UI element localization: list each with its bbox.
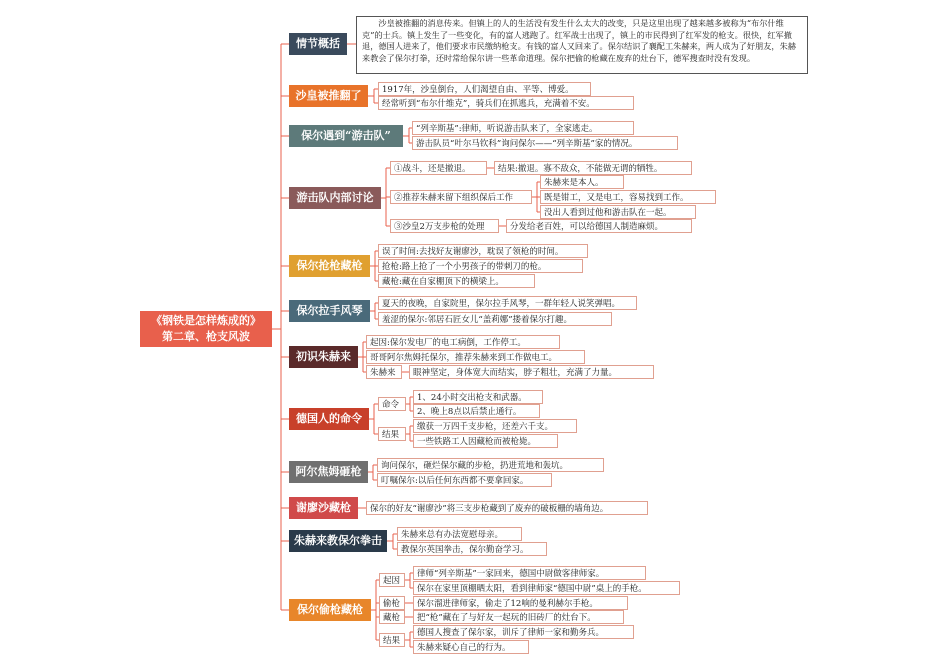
leaf-steal-cause-1: 律师“列辛斯基”一家回来，德国中尉做客律师家。 (413, 566, 646, 580)
leaf-boxing-2: 教保尔英国拳击，保尔勤奋学习。 (397, 542, 547, 556)
branch-steal-hide-gun: 保尔偷枪藏枪 (289, 599, 371, 621)
leaf-order-result-2: 一些铁路工人因藏枪而被枪毙。 (413, 434, 558, 448)
branch-meet-zhukhrai: 初识朱赫来 (289, 346, 358, 368)
branch-tsar-overthrown: 沙皇被推翻了 (289, 85, 368, 107)
branch-guerrilla-discussion: 游击队内部讨论 (289, 187, 381, 209)
leaf-hide-text: 把“枪”藏在了与好友一起玩的旧砖厂的灶台下。 (413, 610, 624, 624)
root-topic (140, 311, 272, 347)
leaf-discuss-q1: ①战斗，还是撤退。 (390, 161, 487, 175)
plot-summary-text: 沙皇被推翻的消息传来。但镇上的人的生活没有发生什么太大的改变，只是这里出现了越来越多被称为“布尔什维克”的士兵。镇上发生了一些变化，有的富人逃跑了。红军战士出现了，镇上的市民得到了红军发的枪支。很快，红军撤退，德国人进来了，他们要求市民缴纳枪支。有钱的富人又回来了。保尔结识了襄配工朱赫来，两人成为了好朋友，朱赫来教会了保尔打拳，还时常给保尔讲一些革命道理。保尔把偷的枪藏在废弃的灶台下，德军搜查时没有发现。 (356, 16, 808, 74)
leaf-discuss-q2-reason-3: 没出人看到过他和游击队在一起。 (540, 205, 696, 219)
leaf-artem-1: 询问保尔，砸烂保尔藏的步枪，扔进荒地和轰坑。 (377, 458, 604, 472)
leaf-discuss-q3: ③沙皇2万支步枪的处理 (390, 219, 499, 233)
leaf-artem-2: 叮嘱保尔:以后任何东西都不要拿回家。 (377, 473, 552, 487)
leaf-discuss-q3-result: 分发给老百姓，可以给德国人制造麻烦。 (506, 219, 692, 233)
leaf-zhukhrai-label: 朱赫来 (366, 365, 402, 379)
leaf-order-2: 2、晚上8点以后禁止通行。 (413, 404, 540, 418)
leaf-grab-2: 抢枪:路上抢了一个小男孩子的带刺刀的枪。 (378, 259, 583, 273)
branch-meets-guerrillas: 保尔遇到“游击队” (289, 125, 403, 147)
branch-artem-smash-gun: 阿尔焦姆砸枪 (289, 461, 368, 483)
leaf-zhukhrai-description: 眼神坚定，身体宽大而结实，脖子粗壮，充满了力量。 (409, 365, 654, 379)
leaf-discuss-q1-result: 结果:撤退。寡不敌众，不能做无谓的牺牲。 (494, 161, 692, 175)
root-subtitle: 第二章、枪支风波 (162, 330, 250, 343)
branch-boxing: 朱赫来教保尔拳击 (289, 530, 387, 552)
leaf-discuss-q2-reason-2: 既是钳工，又是电工，容易找到工作。 (540, 190, 716, 204)
leaf-zhukhrai-1: 起因:保尔发电厂的电工病倒，工作停工。 (366, 335, 560, 349)
leaf-order-result-1: 缴获一万四千支步枪，还差六千支。 (413, 419, 577, 433)
leaf-seryozha-1: 保尔的好友“谢廖沙”将三支步枪藏到了废弃的破板栅的墙角边。 (366, 501, 648, 515)
branch-plot-summary: 情节概括 (289, 33, 347, 55)
leaf-accordion-2: 羞涩的保尔:邻居石匠女儿“盖莉娜”搂着保尔打趣。 (378, 312, 612, 326)
leaf-guerrilla-2: 游击队员“叶尔马钦科”询问保尔——“列辛斯基”家的情况。 (412, 136, 678, 150)
leaf-steal-result-1: 德国人搜查了保尔家，训斥了律师一家和勤务兵。 (413, 625, 634, 639)
leaf-steal-cause-label: 起因 (379, 573, 405, 587)
root-title: 《钢铁是怎样炼成的》 (151, 314, 261, 327)
leaf-tsar-1: 1917年，沙皇倒台，人们渴望自由、平等、博爱。 (378, 82, 591, 96)
leaf-hide-label: 藏枪 (379, 610, 405, 624)
leaf-steal-result-label: 结果 (379, 633, 405, 647)
leaf-steal-label: 偷枪 (379, 596, 405, 610)
branch-german-orders: 德国人的命令 (289, 408, 369, 430)
leaf-order-1: 1、24小时交出枪支和武器。 (413, 390, 543, 404)
leaf-steal-result-2: 朱赫来疑心自己的行为。 (413, 640, 529, 654)
branch-accordion: 保尔拉手风琴 (289, 300, 370, 322)
leaf-results-label: 结果 (378, 427, 406, 441)
branch-grab-hide-gun: 保尔抢枪藏枪 (289, 255, 370, 277)
leaf-steal-text: 保尔溜进律师家，偷走了12响的曼利赫尔手枪。 (413, 596, 628, 610)
leaf-zhukhrai-2: 哥哥阿尔焦姆托保尔，推荐朱赫来到工作做电工。 (366, 350, 585, 364)
leaf-discuss-q2: ②推荐朱赫来留下组织保后工作 (390, 190, 532, 204)
leaf-orders-label: 命令 (378, 397, 406, 411)
leaf-discuss-q2-reason-1: 朱赫来是本人。 (540, 175, 624, 189)
leaf-guerrilla-1: “列辛斯基”:律师，听说游击队来了，全家逃走。 (412, 121, 634, 135)
leaf-steal-cause-2: 保尔在家里顶棚晒太阳，看到律师家“德国中尉”桌上的手枪。 (413, 581, 680, 595)
leaf-accordion-1: 夏天的夜晚，自家院里，保尔拉手风琴，一群年轻人说笑弹唱。 (378, 296, 637, 310)
leaf-grab-1: 误了时间:去找好友谢廖沙，耽误了领枪的时间。 (378, 244, 588, 258)
branch-seryozha-hide-gun: 谢廖沙藏枪 (289, 497, 358, 519)
leaf-boxing-1: 朱赫来总有办法宽慰母亲。 (397, 527, 522, 541)
leaf-grab-3: 藏枪:藏在自家棚顶下的横梁上。 (378, 274, 535, 288)
leaf-tsar-2: 经常听到“布尔什维克”，骑兵们在抓逃兵，充满着不安。 (378, 96, 634, 110)
